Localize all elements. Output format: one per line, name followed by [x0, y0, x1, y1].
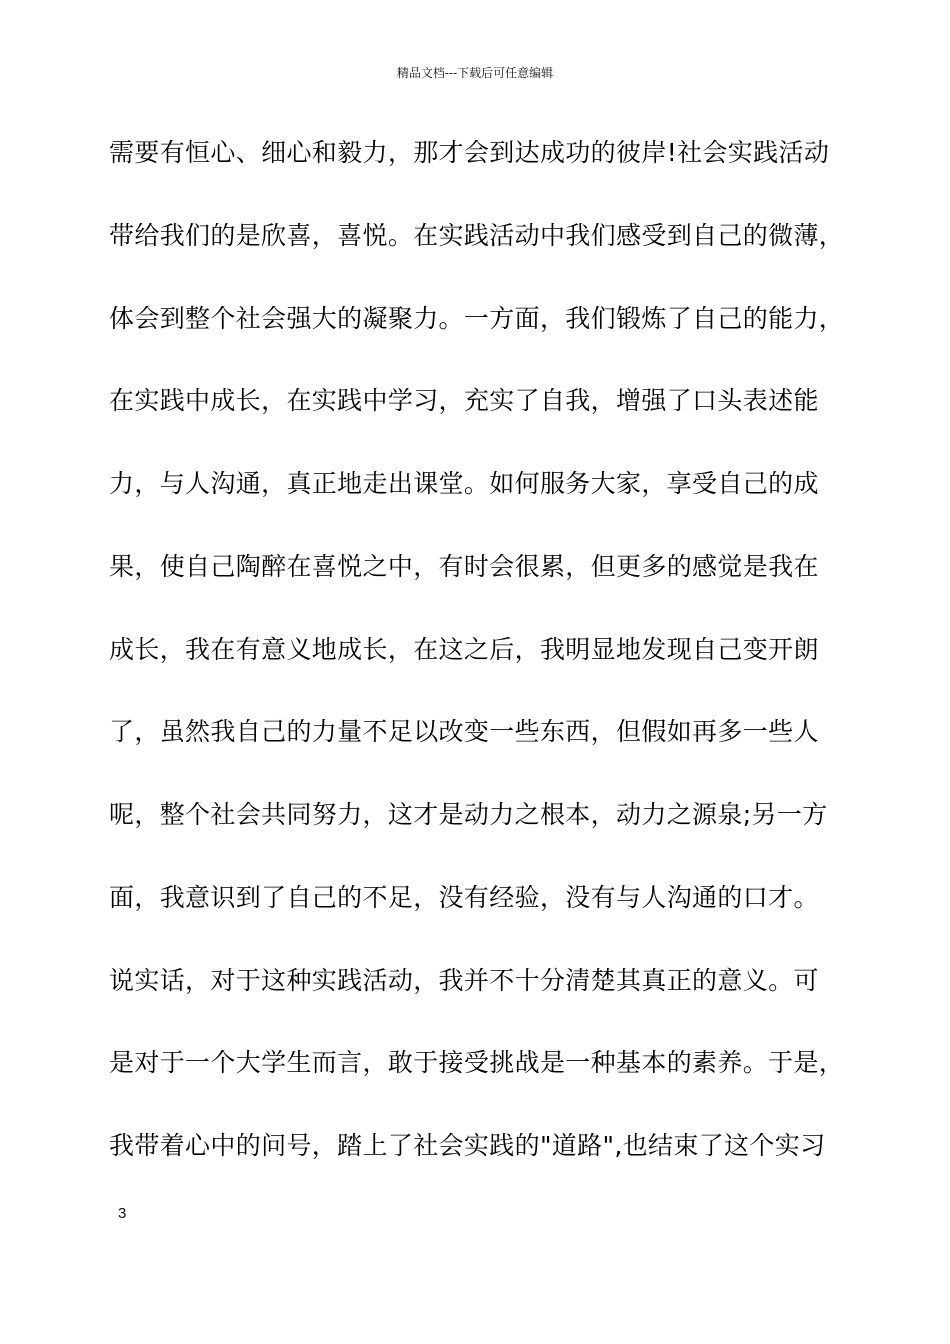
- text-line: 是对于一个大学生而言，敢于接受挑战是一种基本的素养。于是，: [109, 1048, 845, 1077]
- text-line: 需要有恒心、细心和毅力，那才会到达成功的彼岸!社会实践活动: [109, 138, 830, 167]
- text-line: 带给我们的是欣喜，喜悦。在实践活动中我们感受到自己的微薄，: [109, 221, 845, 250]
- text-line: 成长，我在有意义地成长，在这之后，我明显地发现自己变开朗: [109, 635, 819, 664]
- page-header: 精品文档---下载后可任意编辑: [396, 66, 554, 80]
- text-line: 说实话，对于这种实践活动，我并不十分清楚其真正的意义。可: [109, 966, 819, 995]
- text-line: 在实践中成长，在实践中学习，充实了自我，增强了口头表述能: [109, 386, 819, 415]
- text-line: 我带着心中的问号，踏上了社会实践的"道路",也结束了这个实习: [109, 1131, 826, 1160]
- page-number: 3: [118, 1205, 127, 1222]
- text-line: 了，虽然我自己的力量不足以改变一些东西，但假如再多一些人: [109, 717, 819, 746]
- text-line: 呢，整个社会共同努力，这才是动力之根本，动力之源泉;另一方: [109, 800, 828, 829]
- text-line: 面，我意识到了自己的不足，没有经验，没有与人沟通的口才。: [109, 883, 819, 912]
- text-line: 果，使自己陶醉在喜悦之中，有时会很累，但更多的感觉是我在: [109, 552, 819, 581]
- text-line: 力，与人沟通，真正地走出课堂。如何服务大家，享受自己的成: [109, 469, 819, 498]
- text-line: 体会到整个社会强大的凝聚力。一方面，我们锻炼了自己的能力，: [109, 304, 845, 333]
